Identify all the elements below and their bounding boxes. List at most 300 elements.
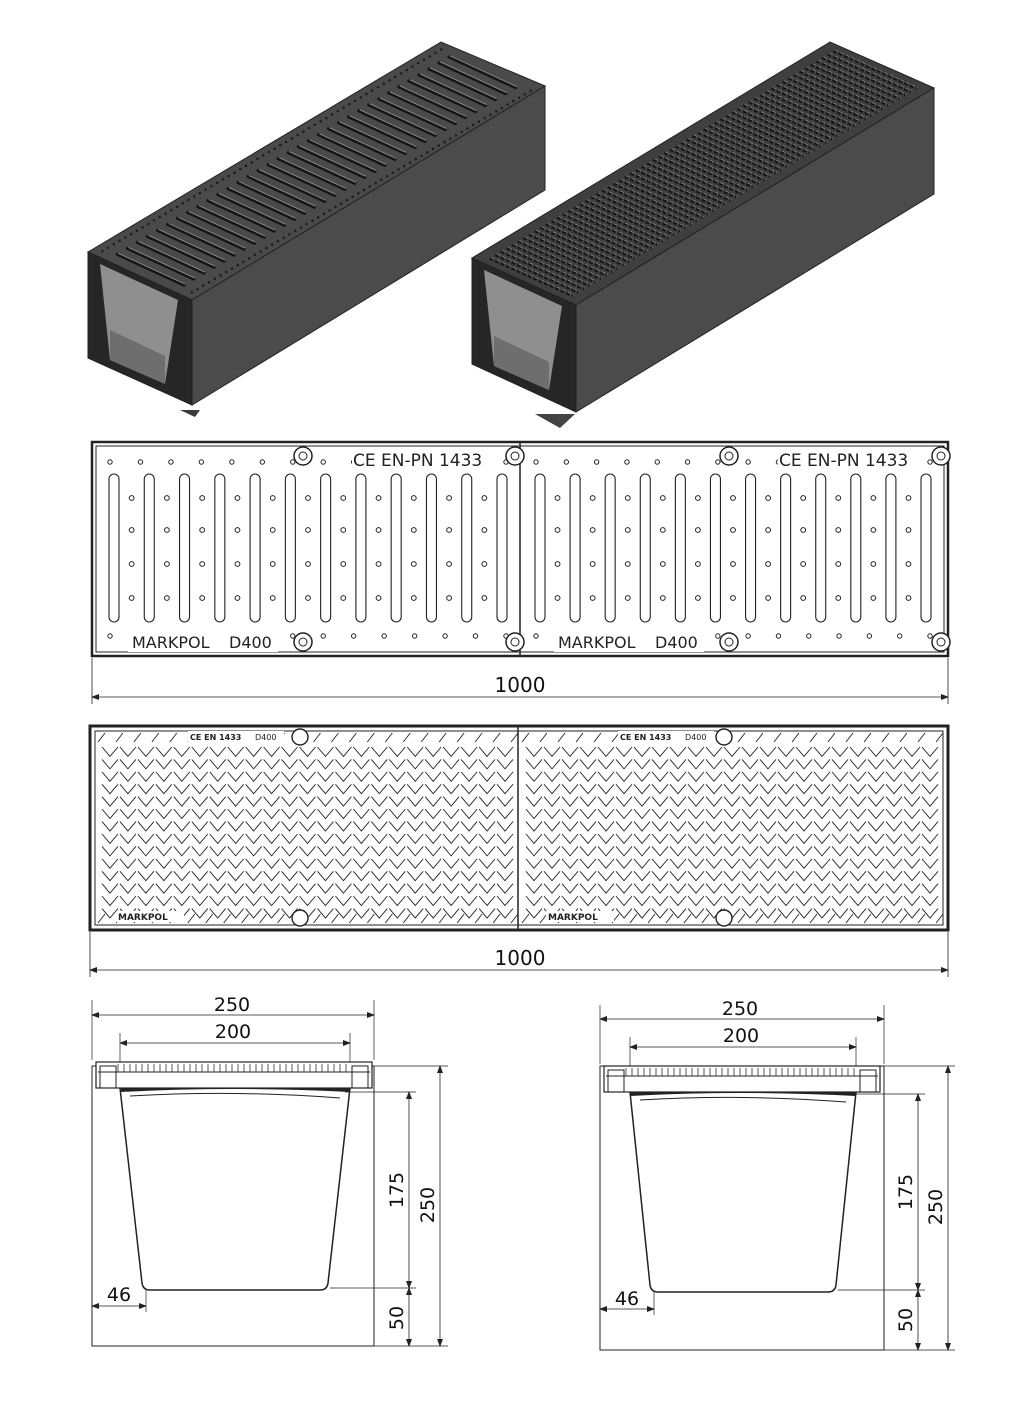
- grate-dot: [291, 634, 295, 638]
- iso-dot: [409, 161, 412, 164]
- grate-dot: [836, 562, 841, 567]
- grate-dot: [235, 596, 240, 601]
- stamp-ce-left: CE EN-PN 1433: [353, 451, 483, 471]
- grate-dot: [696, 528, 701, 533]
- grate-dot: [696, 496, 701, 501]
- iso-dot: [236, 264, 239, 267]
- grate-slot: [426, 474, 436, 622]
- grate-dot: [871, 596, 876, 601]
- iso-dot: [331, 113, 334, 116]
- iso-dot: [136, 229, 139, 232]
- iso-dot: [323, 213, 326, 216]
- grate-dot: [165, 496, 170, 501]
- grate-dot: [376, 496, 381, 501]
- iso-dot: [314, 123, 317, 126]
- grate-slot: [497, 474, 507, 622]
- iso-dot: [443, 141, 446, 144]
- grate-dot: [590, 496, 595, 501]
- grate-slot: [391, 474, 401, 622]
- iso-dot: [248, 257, 251, 260]
- grate-dot: [306, 496, 311, 501]
- grate-dot: [716, 634, 720, 638]
- stamp-brand-left: MARKPOL: [118, 913, 168, 923]
- grate-dot: [836, 596, 841, 601]
- iso-dot: [432, 148, 435, 151]
- grate-dot: [291, 460, 295, 464]
- cross-section-right: [600, 998, 955, 1350]
- iso-dot: [245, 164, 248, 167]
- grate-slot: [816, 474, 826, 622]
- cross-section-left: [92, 994, 448, 1346]
- iso-dot: [227, 175, 230, 178]
- bolt-hole-inner: [511, 638, 519, 646]
- grate-dot: [382, 634, 386, 638]
- dimension-length: 1000: [494, 673, 546, 697]
- grate-plan-heelguard: [90, 726, 948, 977]
- grate-dot: [731, 528, 736, 533]
- grate-dot: [766, 562, 771, 567]
- grate-dot: [731, 562, 736, 567]
- iso-dot: [187, 199, 190, 202]
- iso-dot: [273, 147, 276, 150]
- iso-dot: [506, 103, 509, 106]
- grate-dot: [660, 562, 665, 567]
- grate-dot: [200, 496, 205, 501]
- stamp-ce-left: CE EN 1433: [190, 733, 242, 742]
- stamp-class-right: D400: [685, 733, 707, 742]
- grate-dot: [897, 634, 901, 638]
- grate-dot: [270, 528, 275, 533]
- grate-dot: [270, 496, 275, 501]
- iso-dot: [268, 151, 271, 154]
- iso-dot: [386, 175, 389, 178]
- grate-dot: [731, 496, 736, 501]
- grate-dot: [928, 634, 932, 638]
- grate-slot: [640, 474, 650, 622]
- stamp-brand-left: MARKPOL: [132, 633, 210, 652]
- grate-dot: [129, 562, 134, 567]
- iso-dot: [437, 144, 440, 147]
- grate-dot: [270, 596, 275, 601]
- iso-dot: [382, 82, 385, 85]
- grate-dot: [129, 496, 134, 501]
- grate-dot: [411, 562, 416, 567]
- iso-dot: [449, 137, 452, 140]
- grate-slot: [462, 474, 472, 622]
- iso-dot: [360, 96, 363, 99]
- grate-slot: [535, 474, 545, 622]
- grate-dot: [555, 596, 560, 601]
- grate-dot: [590, 596, 595, 601]
- iso-dot: [478, 120, 481, 123]
- dim-outer-width: 250: [721, 998, 759, 1020]
- grate-slot: [570, 474, 580, 622]
- grate-slot: [109, 474, 119, 622]
- iso-dot: [501, 107, 504, 110]
- dim-outer-width: 250: [213, 994, 251, 1016]
- bolt-hole-inner: [937, 638, 945, 646]
- grate-dot: [270, 562, 275, 567]
- iso-dot: [317, 216, 320, 219]
- iso-dot: [394, 76, 397, 79]
- iso-dot: [388, 79, 391, 82]
- iso-dot: [107, 246, 110, 249]
- grate-dot: [696, 596, 701, 601]
- grate-dot: [306, 596, 311, 601]
- grate-dot: [376, 528, 381, 533]
- grate-dot: [108, 634, 112, 638]
- dim-inner-width: 200: [214, 1021, 252, 1043]
- iso-dot: [369, 185, 372, 188]
- grate-dot: [482, 596, 487, 601]
- dim-base-height: 50: [895, 1307, 917, 1333]
- grate-dot: [555, 528, 560, 533]
- grate-dot: [165, 528, 170, 533]
- iso-dot: [118, 240, 121, 243]
- grate-slot: [144, 474, 154, 622]
- iso-dot: [374, 182, 377, 185]
- dim-inner-width: 200: [722, 1025, 760, 1047]
- grate-dot: [906, 496, 911, 501]
- iso-dot: [291, 137, 294, 140]
- grate-slot: [921, 474, 931, 622]
- iso-dot: [170, 209, 173, 212]
- grate-dot: [801, 562, 806, 567]
- stamp-class-right: D400: [655, 633, 698, 652]
- dim-total-height: 250: [417, 1186, 439, 1224]
- bolt-hole: [716, 729, 732, 745]
- iso-dot: [357, 192, 360, 195]
- iso-dot: [334, 206, 337, 209]
- grate-dot: [169, 460, 173, 464]
- iso-dot: [233, 171, 236, 174]
- grate-dot: [200, 528, 205, 533]
- iso-dot: [113, 243, 116, 246]
- dim-wall-offset: 46: [614, 1288, 640, 1310]
- iso-dot: [455, 134, 458, 137]
- stamp-ce-right: CE EN-PN 1433: [779, 451, 909, 471]
- grate-dot: [906, 528, 911, 533]
- grate-dot: [235, 562, 240, 567]
- grate-slot: [605, 474, 615, 622]
- grate-dot: [321, 634, 325, 638]
- iso-dot: [277, 240, 280, 243]
- iso-dot: [414, 158, 417, 161]
- grate-dot: [482, 528, 487, 533]
- grate-slot: [710, 474, 720, 622]
- iso-dot: [262, 154, 265, 157]
- grate-dot: [837, 634, 841, 638]
- grate-dot: [625, 496, 630, 501]
- iso-dot: [337, 110, 340, 113]
- iso-dot: [158, 216, 161, 219]
- grate-dot: [376, 562, 381, 567]
- grate-dot: [590, 562, 595, 567]
- bolt-hole: [716, 910, 732, 926]
- bolt-hole-inner: [511, 452, 519, 460]
- grate-dot: [871, 528, 876, 533]
- iso-dot: [176, 205, 179, 208]
- grate-dot: [200, 596, 205, 601]
- grate-dot: [685, 460, 689, 464]
- grate-dot: [625, 528, 630, 533]
- iso-dot: [153, 219, 156, 222]
- iso-dot: [239, 168, 242, 171]
- iso-dot: [199, 192, 202, 195]
- iso-dot: [242, 260, 245, 263]
- dim-base-height: 50: [386, 1305, 408, 1331]
- grate-dot: [306, 528, 311, 533]
- grate-dot: [443, 634, 447, 638]
- dim-inner-depth: 175: [386, 1171, 408, 1209]
- iso-dot: [524, 93, 527, 96]
- iso-dot: [216, 182, 219, 185]
- grate-dot: [473, 634, 477, 638]
- grate-dot: [731, 596, 736, 601]
- grate-dot: [807, 634, 811, 638]
- grate-slot: [250, 474, 260, 622]
- grate-dot: [746, 460, 750, 464]
- iso-dot: [363, 189, 366, 192]
- iso-dot: [164, 212, 167, 215]
- iso-dot: [380, 178, 383, 181]
- grate-dot: [138, 460, 142, 464]
- iso-dot: [434, 52, 437, 55]
- grate-dot: [129, 596, 134, 601]
- grate-dot: [447, 596, 452, 601]
- iso-dot: [271, 243, 274, 246]
- grate-dot: [351, 634, 355, 638]
- grate-dot: [129, 528, 134, 533]
- iso-dot: [208, 281, 211, 284]
- section-grate: [96, 1062, 372, 1088]
- iso-dot: [181, 202, 184, 205]
- iso-dot: [305, 223, 308, 226]
- grate-slot: [746, 474, 756, 622]
- iso-dot: [420, 154, 423, 157]
- grate-plan-slotted: [92, 442, 950, 704]
- dimension-length: 1000: [494, 946, 546, 970]
- iso-dot: [204, 188, 207, 191]
- stamp-brand-right: MARKPOL: [548, 913, 598, 923]
- iso-dot: [400, 72, 403, 75]
- grate-dot: [660, 528, 665, 533]
- iso-dot: [141, 226, 144, 229]
- grate-slot: [781, 474, 791, 622]
- iso-dot: [265, 247, 268, 250]
- iso-dot: [130, 233, 133, 236]
- bolt-hole-inner: [725, 452, 733, 460]
- iso-dot: [193, 195, 196, 198]
- grate-dot: [766, 528, 771, 533]
- grate-slot: [180, 474, 190, 622]
- iso-dot: [124, 236, 127, 239]
- grate-dot: [776, 634, 780, 638]
- iso-dot: [340, 202, 343, 205]
- grate-dot: [534, 634, 538, 638]
- bolt-hole: [292, 729, 308, 745]
- iso-dot: [202, 284, 205, 287]
- grate-slot: [851, 474, 861, 622]
- iso-dot: [371, 89, 374, 92]
- grate-dot: [411, 496, 416, 501]
- grate-dot: [411, 596, 416, 601]
- iso-dot: [342, 106, 345, 109]
- dim-inner-depth: 175: [895, 1173, 917, 1211]
- grate-dot: [306, 562, 311, 567]
- grate-dot: [260, 460, 264, 464]
- iso-dot: [495, 110, 498, 113]
- bolt-hole-inner: [299, 452, 307, 460]
- grate-dot: [766, 496, 771, 501]
- grate-dot: [590, 528, 595, 533]
- iso-dot: [196, 288, 199, 291]
- grate-dot: [625, 460, 629, 464]
- section-grate: [604, 1066, 880, 1092]
- grate-dot: [716, 460, 720, 464]
- grate-dot: [801, 596, 806, 601]
- iso-dot: [213, 277, 216, 280]
- grate-dot: [482, 562, 487, 567]
- grate-dot: [836, 528, 841, 533]
- iso-dot: [256, 158, 259, 161]
- grate-slot: [215, 474, 225, 622]
- iso-dot: [512, 100, 515, 103]
- grate-dot: [871, 496, 876, 501]
- bolt-hole: [292, 910, 308, 926]
- grate-dot: [867, 634, 871, 638]
- iso-dot: [219, 274, 222, 277]
- iso-dot: [250, 161, 253, 164]
- iso-dot: [348, 103, 351, 106]
- iso-dot: [423, 59, 426, 62]
- iso-dot: [346, 199, 349, 202]
- grate-slot: [356, 474, 366, 622]
- iso-dot: [147, 223, 150, 226]
- grate-dot: [230, 460, 234, 464]
- section-channel: [120, 1088, 350, 1290]
- iso-dot: [279, 144, 282, 147]
- dim-wall-offset: 46: [106, 1284, 132, 1306]
- grate-dot: [321, 460, 325, 464]
- iso-dot: [351, 195, 354, 198]
- iso-dot: [101, 250, 104, 253]
- iso-dot: [472, 124, 475, 127]
- grate-dot: [412, 634, 416, 638]
- grate-dot: [766, 596, 771, 601]
- grate-dot: [447, 528, 452, 533]
- iso-dot: [328, 209, 331, 212]
- grate-dot: [165, 562, 170, 567]
- iso-dot: [231, 267, 234, 270]
- grate-dot: [411, 528, 416, 533]
- stamp-brand-right: MARKPOL: [558, 633, 636, 652]
- grate-dot: [534, 460, 538, 464]
- iso-dot: [428, 55, 431, 58]
- dim-total-height: 250: [925, 1188, 947, 1226]
- iso-dot: [296, 134, 299, 137]
- grate-slot: [886, 474, 896, 622]
- iso-dot: [354, 100, 357, 103]
- grate-dot: [801, 528, 806, 533]
- grate-dot: [564, 460, 568, 464]
- grate-dot: [447, 496, 452, 501]
- grate-dot: [341, 528, 346, 533]
- iso-dot: [259, 250, 262, 253]
- iso-dot: [377, 86, 380, 89]
- grate-dot: [906, 596, 911, 601]
- iso-dot: [529, 90, 532, 93]
- iso-dot: [294, 230, 297, 233]
- iso-dot: [190, 291, 193, 294]
- iso-dot: [302, 130, 305, 133]
- iso-dot: [417, 62, 420, 65]
- grate-dot: [341, 596, 346, 601]
- iso-dot: [397, 168, 400, 171]
- iso-dot: [460, 131, 463, 134]
- grate-dot: [555, 562, 560, 567]
- grate-dot: [165, 596, 170, 601]
- stamp-class-left: D400: [229, 633, 272, 652]
- iso-dot: [411, 65, 414, 68]
- grate-dot: [906, 562, 911, 567]
- iso-dot: [210, 185, 213, 188]
- iso-dot: [254, 254, 257, 257]
- grate-dot: [836, 496, 841, 501]
- iso-dot: [405, 69, 408, 72]
- iso-dot: [311, 219, 314, 222]
- iso-dot: [282, 236, 285, 239]
- bolt-hole-inner: [725, 638, 733, 646]
- grate-dot: [660, 496, 665, 501]
- stamp-class-left: D400: [255, 733, 277, 742]
- grate-dot: [555, 496, 560, 501]
- iso-dot: [466, 127, 469, 130]
- grate-dot: [625, 562, 630, 567]
- grate-dot: [594, 460, 598, 464]
- iso-dot: [483, 117, 486, 120]
- iso-dot: [225, 271, 228, 274]
- iso-dot: [440, 48, 443, 51]
- iso-dot: [308, 127, 311, 130]
- iso-dot: [426, 151, 429, 154]
- iso-dot: [365, 93, 368, 96]
- grate-dot: [746, 634, 750, 638]
- iso-dot: [325, 117, 328, 120]
- grate-dot: [108, 460, 112, 464]
- grate-dot: [871, 562, 876, 567]
- iso-dot: [319, 120, 322, 123]
- bolt-hole-inner: [937, 452, 945, 460]
- grate-dot: [447, 562, 452, 567]
- iso-dot: [288, 233, 291, 236]
- iso-dot: [222, 178, 225, 181]
- iso-dot: [403, 165, 406, 168]
- iso-dot: [392, 172, 395, 175]
- grate-dot: [482, 496, 487, 501]
- iso-dot: [518, 96, 521, 99]
- grate-dot: [660, 596, 665, 601]
- iso-dot: [300, 226, 303, 229]
- grate-dot: [801, 496, 806, 501]
- grate-slot: [285, 474, 295, 622]
- grate-dot: [376, 596, 381, 601]
- grate-dot: [655, 460, 659, 464]
- grate-dot: [696, 562, 701, 567]
- grate-slot: [321, 474, 331, 622]
- grate-dot: [235, 496, 240, 501]
- grate-dot: [625, 596, 630, 601]
